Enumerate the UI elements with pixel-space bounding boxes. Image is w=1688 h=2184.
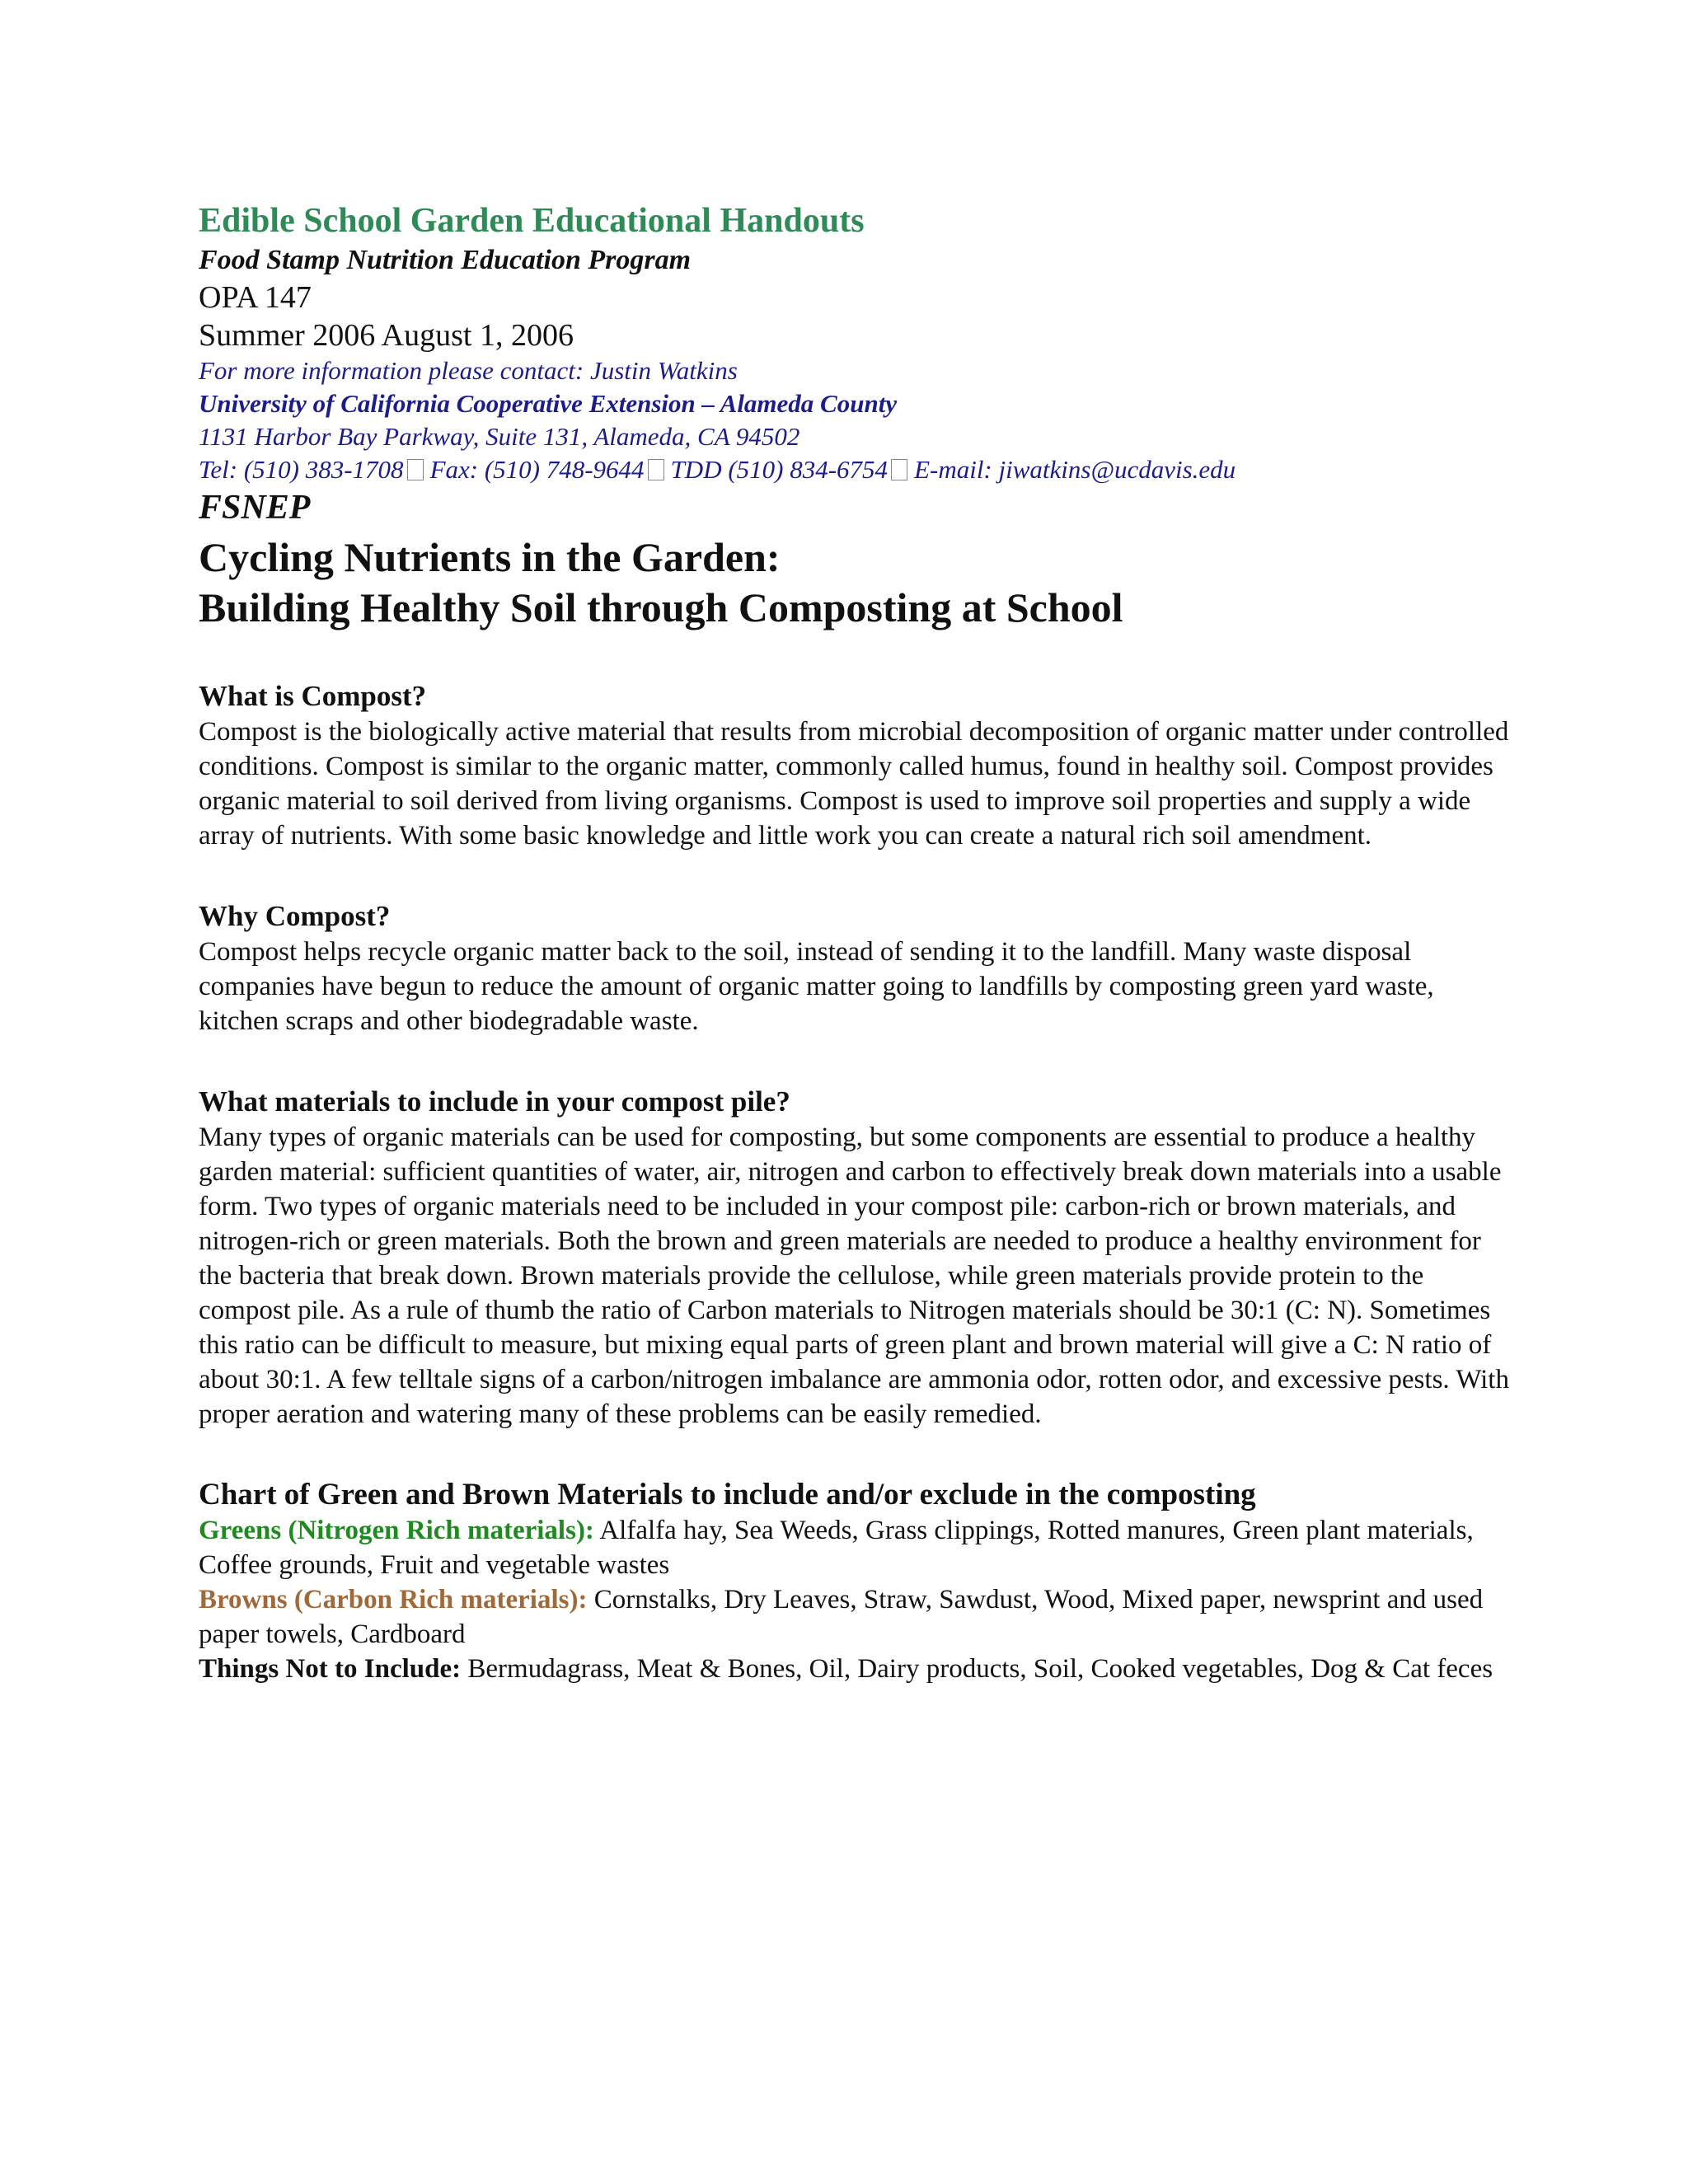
fax-number: Fax: (510) 748-9644 <box>429 455 645 484</box>
exclude-label: Things Not to Include: <box>199 1654 462 1684</box>
separator-box-icon <box>648 459 664 480</box>
section-body: Many types of organic materials can be used for composting, but some components are essential to produce a healthy garden material: sufficient quantities of water, air, nitrogen and carbon to effectively break down materials into a usable form. Two types of organic materials need to be included in your compost pile: carbon-rich or brown materials, and nitrogen-rich or green materials. Both the brown and green materials are needed to produce a healthy environment for the bacteria that break down. Brown materials provide the cellulose, while green materials provide protein to the compost pile. As a rule of thumb the ratio of Carbon materials to Nitrogen materials should be 30:1 (C: N). Sometimes this ratio can be difficult to measure, but mixing equal parts of green plant and brown material will give a C: N ratio of about 30:1. A few telltale signs of a carbon/nitrogen imbalance are ammonia odor, rotten odor, and excessive pests. With proper aeration and watering many of these problems can be easily remedied. <box>199 1122 1509 1429</box>
section-heading: Why Compost? <box>199 900 391 932</box>
program-name: Food Stamp Nutrition Education Program <box>199 245 692 275</box>
contact-line: For more information please contact: Justin Watkins <box>199 356 738 385</box>
section-materials <box>199 1084 1517 1432</box>
greens-text: Alfalfa hay, Sea Weeds, Grass clippings, Rotted manures, Green plant materials, Coffee grounds, Fruit and vegetable wastes <box>199 1516 1474 1580</box>
separator-box-icon <box>407 459 424 480</box>
section-why-compost <box>199 898 1517 1038</box>
title-line-2: Building Healthy Soil through Composting at School <box>199 584 1123 630</box>
separator-box-icon <box>891 459 907 480</box>
document-date: Summer 2006 August 1, 2006 <box>199 318 574 353</box>
section-what-is-compost <box>199 678 1517 853</box>
address-line: 1131 Harbor Bay Parkway, Suite 131, Alameda, CA 94502 <box>199 422 800 451</box>
document-page <box>199 199 1517 1686</box>
section-heading: What materials to include in your compost pile? <box>199 1085 790 1118</box>
tel-number: Tel: (510) 383-1708 <box>199 455 404 484</box>
greens-label: Greens (Nitrogen Rich materials): <box>199 1516 594 1545</box>
section-heading: What is Compost? <box>199 680 427 712</box>
browns-row <box>199 1582 1517 1652</box>
browns-label: Browns (Carbon Rich materials): <box>199 1585 588 1615</box>
fsnep-label: FSNEP <box>199 489 311 527</box>
tdd-number: TDD (510) 834-6754 <box>670 455 889 484</box>
greens-row <box>199 1513 1517 1582</box>
section-body: Compost helps recycle organic matter back to the soil, instead of sending it to the landfill. Many waste disposal companies have begun to reduce the amount of organic matter going to landfills by composting green yard waste, kitchen scraps and other biodegradable waste. <box>199 937 1434 1036</box>
document-code: OPA 147 <box>199 280 312 315</box>
title-line-1: Cycling Nutrients in the Garden: <box>199 534 781 580</box>
phone-line <box>199 453 1517 486</box>
handout-series-title: Edible School Garden Educational Handouts <box>199 202 865 240</box>
email-address: E-mail: jiwatkins@ucdavis.edu <box>914 455 1236 484</box>
exclude-row <box>199 1652 1517 1686</box>
chart-heading: Chart of Green and Brown Materials to include and/or exclude in the composting <box>199 1478 1256 1511</box>
materials-chart <box>199 1477 1517 1686</box>
institution-name: University of California Cooperative Extension – Alameda County <box>199 389 898 418</box>
page-title <box>199 532 1517 633</box>
exclude-text: Bermudagrass, Meat & Bones, Oil, Dairy products, Soil, Cooked vegetables, Dog & Cat feces <box>461 1654 1493 1684</box>
section-body: Compost is the biologically active material that results from microbial decomposition of organic matter under controlled conditions. Compost is similar to the organic matter, commonly called humus, found in healthy soil. Compost provides organic material to soil derived from living organisms. Compost is used to improve soil properties and supply a wide array of nutrients. With some basic knowledge and little work you can create a natural rich soil amendment. <box>199 717 1509 851</box>
browns-text: Cornstalks, Dry Leaves, Straw, Sawdust, Wood, Mixed paper, newsprint and used paper towels, Cardboard <box>199 1585 1484 1649</box>
